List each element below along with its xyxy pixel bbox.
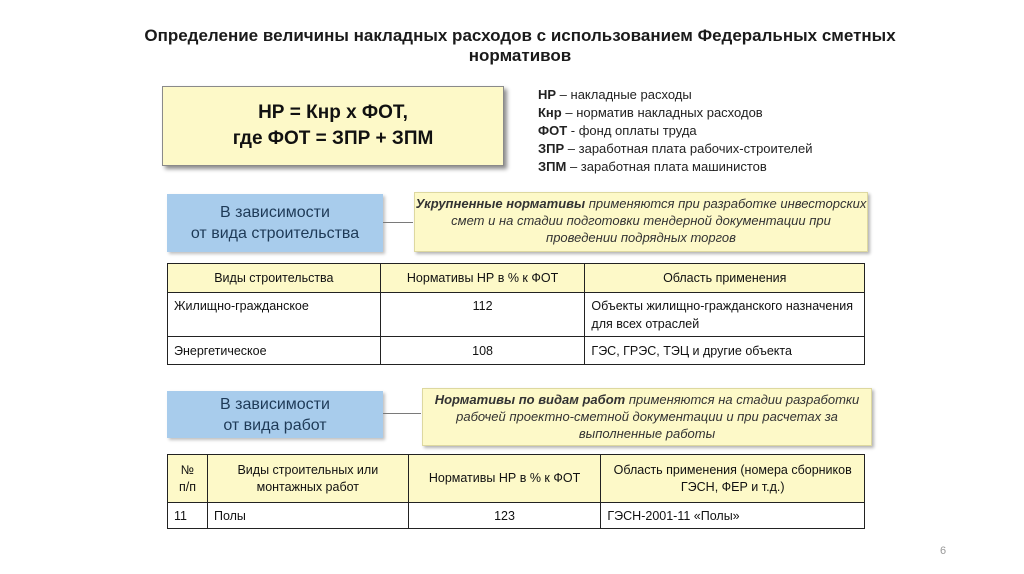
table-header-cell: Область применения (номера сборников ГЭСН, ФЕР и т.д.) — [601, 455, 865, 503]
table-cell: Энергетическое — [168, 337, 381, 365]
formula-line-2: где ФОТ = ЗПР + ЗПМ — [232, 128, 434, 149]
section1-label — [167, 194, 383, 252]
section1-note — [414, 192, 868, 252]
table-row — [168, 503, 865, 529]
legend-item-nr — [538, 86, 918, 104]
section2-label — [167, 391, 383, 438]
legend-abbr: ФОТ — [538, 123, 568, 138]
section2-note-bold: Нормативы по видам работ — [434, 392, 626, 407]
table-header-row — [168, 264, 865, 293]
section2-note — [422, 388, 872, 446]
section1-table — [167, 263, 865, 365]
section1-note-text: применяются при разработке инвесторских смет и на стадии подготовки тендерной документации при проведении подрядных торгов — [451, 196, 867, 245]
table-cell: Жилищно-гражданское — [168, 293, 381, 337]
connector-line — [383, 413, 421, 414]
legend-text: – заработная плата рабочих-строителей — [564, 141, 813, 156]
legend-abbr: Кнр — [538, 105, 562, 120]
page-number: 6 — [940, 545, 947, 557]
table-cell: Объекты жилищно-гражданского назначения для всех отраслей — [585, 293, 865, 337]
legend-item-zpm — [538, 158, 918, 176]
table-row — [168, 293, 865, 337]
legend-text: – заработная плата машинистов — [566, 159, 767, 174]
table-cell: ГЭС, ГРЭС, ТЭЦ и другие объекта — [585, 337, 865, 365]
table-header-row — [168, 455, 865, 503]
table-cell: ГЭСН-2001-11 «Полы» — [601, 503, 865, 529]
table-header-cell: Нормативы НР в % к ФОТ — [380, 264, 585, 293]
formula-box — [162, 86, 504, 166]
formula-line-1: НР = Кнр х ФОТ, — [258, 102, 408, 123]
title-line-1: Определение величины накладных расходов с использованием Федеральных сметных — [144, 26, 896, 45]
section2-label-line-2: от вида работ — [223, 416, 327, 434]
title-line-2: нормативов — [468, 46, 572, 65]
legend-item-fot — [538, 122, 918, 140]
section2-table — [167, 454, 865, 529]
table-row — [168, 337, 865, 365]
table-header-cell: № п/п — [168, 455, 208, 503]
table-header-cell: Нормативы НР в % к ФОТ — [408, 455, 601, 503]
section1-label-line-2: от вида строительства — [190, 225, 360, 242]
table-cell: 123 — [408, 503, 601, 529]
section2-label-line-1: В зависимости — [220, 395, 330, 413]
legend-abbr: ЗПМ — [538, 159, 567, 174]
formula-legend — [538, 86, 918, 176]
section2-note-text: применяются на стадии разработки рабочей проектно-сметной документации и при расчетах за выполненные работы — [456, 392, 860, 441]
legend-abbr: НР — [538, 87, 557, 102]
table-cell: 112 — [380, 293, 585, 337]
connector-line — [383, 222, 413, 223]
slide-title — [80, 26, 960, 66]
table-header-cell: Виды строительных или монтажных работ — [207, 455, 408, 503]
legend-item-zpr — [538, 140, 918, 158]
legend-text: - фонд оплаты труда — [567, 123, 697, 138]
section1-note-bold: Укрупненные нормативы — [415, 196, 586, 211]
table-cell: 108 — [380, 337, 585, 365]
legend-text: – норматив накладных расходов — [561, 105, 763, 120]
table-header-cell: Область применения — [585, 264, 865, 293]
table-cell: Полы — [207, 503, 408, 529]
legend-text: – накладные расходы — [556, 87, 692, 102]
table-header-cell: Виды строительства — [168, 264, 381, 293]
section1-label-line-1: В зависимости — [220, 204, 330, 221]
table-cell: 11 — [168, 503, 208, 529]
legend-abbr: ЗПР — [538, 141, 565, 156]
legend-item-knr — [538, 104, 918, 122]
